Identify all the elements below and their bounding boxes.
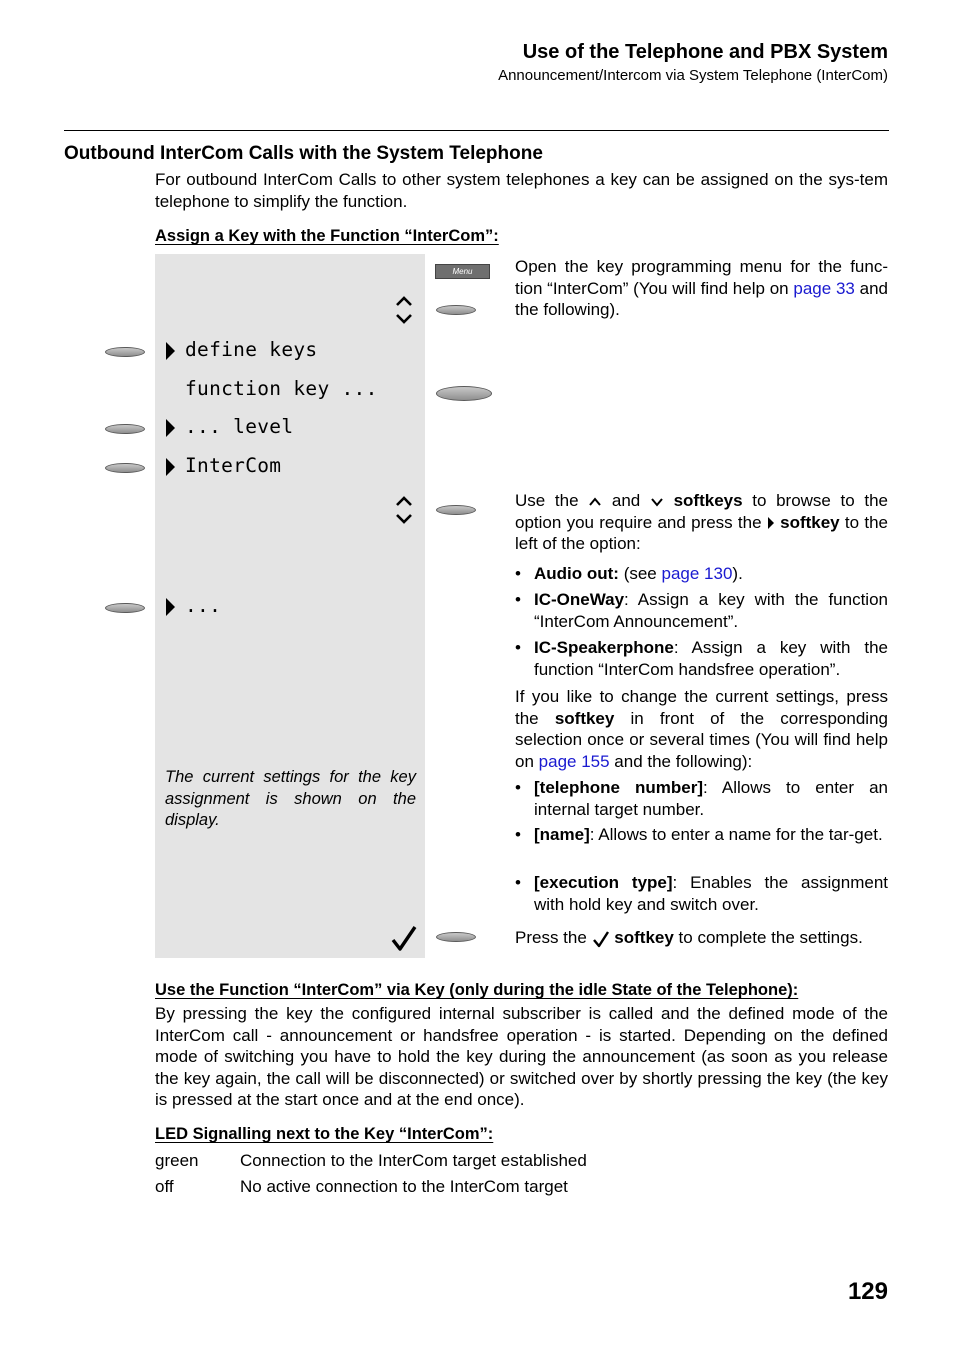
down-arrow-icon <box>650 496 664 508</box>
option-text: : Allows to enter a name for the tar-get. <box>589 825 883 844</box>
select-arrow-icon <box>767 516 775 530</box>
led-heading: LED Signalling next to the Key “InterCom”: <box>155 1125 494 1143</box>
lcd-function-key: function key ... <box>185 377 378 400</box>
menu-key-button[interactable]: Menu <box>435 264 490 279</box>
led-state: off <box>155 1177 174 1196</box>
panel-note: The current settings for the key assignment is shown on the display. <box>165 768 416 830</box>
step-text: and the following). <box>515 278 888 320</box>
section-title: Outbound InterCom Calls with the System Telephone <box>64 143 543 164</box>
option-text: : Allows to enter an internal target number. <box>534 778 889 819</box>
step-bold: softkey <box>780 512 840 532</box>
scroll-up-down-icon <box>394 293 414 327</box>
option-text: ). <box>732 564 743 583</box>
option-name: [name] <box>534 825 590 844</box>
header-divider <box>64 130 889 131</box>
step-complete <box>515 927 888 949</box>
led-meaning: No active connection to the InterCom target <box>240 1177 568 1196</box>
lcd-level: ... level <box>185 415 294 438</box>
checkmark-icon <box>592 930 610 948</box>
step-bold: softkey <box>554 708 615 728</box>
option-name: [execution type] <box>534 873 673 892</box>
list-item <box>515 637 888 680</box>
option-text: (see <box>618 564 662 583</box>
select-arrow-icon <box>166 598 175 616</box>
list-item <box>515 563 888 585</box>
step-browse-options <box>515 490 888 555</box>
lcd-define-keys: define keys <box>185 338 318 361</box>
bullet-icon: • <box>515 873 521 892</box>
option-text: : Assign a key with the function “InterCom Announcement”. <box>534 590 888 631</box>
list-item <box>515 777 888 820</box>
step-text: to the left of the option: <box>515 512 888 554</box>
scroll-softkey-button[interactable] <box>436 505 476 515</box>
bullet-icon: • <box>515 778 521 797</box>
softkey-button[interactable] <box>105 463 145 473</box>
option-name: IC-Speakerphone <box>534 638 674 657</box>
use-function-heading: Use the Function “InterCom” via Key (only during the idle State of the Telephone): <box>155 981 799 999</box>
step-text: in front of the corresponding selection once or several times (You will find help on <box>515 708 888 771</box>
step-text: to complete the settings. <box>678 928 863 947</box>
page-link[interactable]: page 33 <box>793 278 855 298</box>
up-arrow-icon <box>588 496 602 508</box>
step-text: and the following): <box>614 751 753 771</box>
change-settings-paragraph <box>515 686 888 772</box>
assign-key-heading: Assign a Key with the Function “InterCom”: <box>155 227 499 245</box>
led-state: green <box>155 1151 199 1170</box>
softkey-button[interactable] <box>105 424 145 434</box>
use-function-paragraph: By pressing the key the configured internal subscriber is called and the defined mode of the InterCom call - announcement or handsfree operation - is started. Depending on the defined mode of switching you have to hold the key during the announcement (as soon as you release the key again, the call will be disconnected) or switched over by shortly pressing the key (the key is pressed at the start once and at the end once). <box>155 1004 888 1110</box>
step-open-menu <box>515 256 888 321</box>
option-name: Audio out: <box>534 564 619 583</box>
bullet-icon: • <box>515 564 521 583</box>
confirm-softkey-button[interactable] <box>436 932 476 942</box>
option-name: [telephone number] <box>534 778 704 797</box>
intro-paragraph: For outbound InterCom Calls to other system telephones a key can be assigned on the sys-tem telephone to simplify the function. <box>155 170 888 211</box>
step-text: Press the <box>515 928 587 947</box>
select-arrow-icon <box>166 419 175 437</box>
list-item <box>515 589 888 632</box>
option-text: : Assign a key with the function “InterCom handsfree operation”. <box>534 638 888 679</box>
table-row <box>155 1174 587 1200</box>
select-arrow-icon <box>166 342 175 360</box>
bullet-icon: • <box>515 638 521 657</box>
option-text: : Enables the assignment with hold key and switch over. <box>534 873 888 914</box>
running-header-subtitle: Announcement/Intercom via System Telephone (InterCom) <box>498 67 888 84</box>
running-header-title: Use of the Telephone and PBX System <box>522 41 888 63</box>
table-row <box>155 1148 587 1174</box>
list-item <box>515 824 888 846</box>
step-text: to browse to the option you require and press the <box>515 491 889 532</box>
lcd-intercom: InterCom <box>185 454 282 477</box>
step-text: If you like to change the current settings, press the <box>515 687 888 728</box>
list-item <box>515 872 888 915</box>
softkey-button[interactable] <box>105 347 145 357</box>
bullet-icon: • <box>515 590 521 609</box>
step-text: and <box>611 491 641 510</box>
scroll-softkey-button[interactable] <box>436 305 476 315</box>
led-meaning: Connection to the InterCom target established <box>240 1151 587 1170</box>
led-table <box>155 1148 587 1200</box>
step-text: Use the <box>515 491 579 510</box>
page-link[interactable]: page 130 <box>661 564 733 583</box>
select-arrow-icon <box>166 458 175 476</box>
lcd-more: ... <box>185 594 222 617</box>
scroll-up-down-icon <box>394 493 414 527</box>
step-text: Open the key programming menu for the func-tion “InterCom” (You will find help on <box>515 257 888 298</box>
bullet-icon: • <box>515 825 521 844</box>
page-link[interactable]: page 155 <box>538 751 610 771</box>
checkmark-icon <box>391 925 417 953</box>
step-bold: softkey <box>614 928 674 947</box>
softkey-button[interactable] <box>105 603 145 613</box>
step-bold: softkeys <box>673 491 743 510</box>
function-key-button[interactable] <box>436 386 492 401</box>
option-name: IC-OneWay <box>534 590 625 609</box>
page-number: 129 <box>847 1278 888 1305</box>
